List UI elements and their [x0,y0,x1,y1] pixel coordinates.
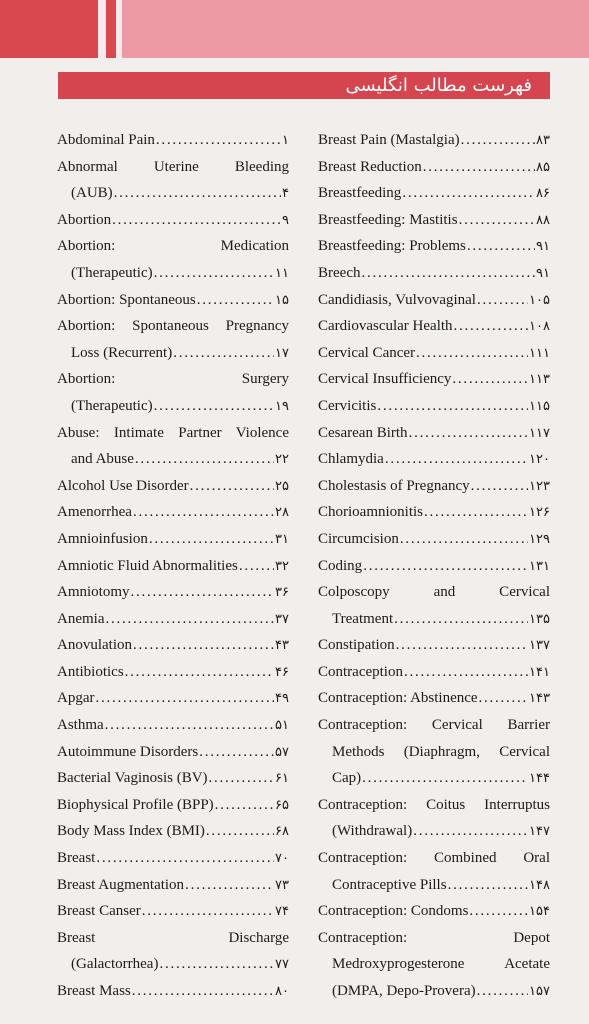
top-color-band [0,0,589,58]
toc-entry [57,420,289,473]
toc-page-number: ۱۱۷ [529,425,550,441]
toc-page-number: ۱۳۱ [529,558,550,574]
toc-page-number: ۹۱ [536,265,550,281]
toc-entry [318,579,550,632]
dot-leader [105,606,274,633]
toc-entry [57,712,289,739]
dot-leader [394,606,528,633]
dot-leader [105,712,274,739]
toc-entry-line [318,393,550,420]
toc-entry-line [57,313,289,340]
toc-page-number: ۱۰۵ [529,292,550,308]
toc-entry-title: Cap) [332,770,362,787]
toc-entry-line [57,366,289,393]
toc-entry-line [57,420,289,447]
toc-entry [318,526,550,553]
toc-entry-line [318,685,550,712]
toc-entry-title: Cervical Insufficiency [318,371,452,388]
dot-leader [471,473,528,500]
toc-entry-title: Abuse: Intimate Partner Violence [57,424,289,441]
toc-entry-title: Loss (Recurrent) [71,344,173,361]
toc-page-number: ۱۴۸ [529,877,550,893]
toc-entry [318,499,550,526]
toc-entry [318,473,550,500]
toc-entry [57,287,289,314]
toc-page-number: ۶۱ [275,771,289,787]
toc-entry-line [318,499,550,526]
toc-entry [318,260,550,287]
toc-entry [318,792,550,845]
toc-entry [318,845,550,898]
top-band-gap [98,0,106,58]
toc-page-number: ۱۲۳ [529,478,550,494]
toc-entry-title: Abortion: Spontaneous Pregnancy [57,318,289,335]
toc-entry-line [57,127,289,154]
toc-entry-title: Chlamydia [318,451,384,468]
dot-leader [402,180,535,207]
dot-leader [96,685,275,712]
toc-entry-line [57,579,289,606]
toc-entry [57,233,289,286]
toc-entry-line [57,712,289,739]
toc-page-number: ۸۸ [536,212,550,228]
toc-entry [318,685,550,712]
toc-entry-title: (Galactorrhea) [71,956,159,973]
dot-leader [133,632,274,659]
toc-entry [318,287,550,314]
page-title: فهرست مطالب انگلیسی [58,72,550,99]
toc-page-number: ۳۷ [275,611,289,627]
dot-leader [185,872,274,899]
toc-entry-title: Cervical Cancer [318,344,416,361]
toc-entry [57,659,289,686]
toc-entry-title: Candidiasis, Vulvovaginal [318,291,476,308]
toc-entry-title: Asthma [57,717,104,734]
toc-entry-title: Amniotic Fluid Abnormalities [57,557,238,574]
dot-leader [159,951,274,978]
toc-entry-line [57,739,289,766]
toc-entry-line [57,287,289,314]
toc-entry-line [57,207,289,234]
toc-entry-title: Treatment [332,610,394,627]
toc-page-number: ۳۲ [275,558,289,574]
dot-leader [479,685,529,712]
toc-left-column [57,127,289,1005]
toc-entry-title: Abortion: Surgery [57,371,289,388]
toc-entry-line [318,739,550,766]
toc-entry-line [318,978,550,1005]
toc-entry-line [57,499,289,526]
dot-leader [149,526,274,553]
toc-page-number: ۱۷ [275,345,289,361]
toc-entry [57,473,289,500]
toc-page-number: ۸۰ [275,984,289,999]
dot-leader [363,553,528,580]
toc-page-number: ۱۴۴ [529,771,550,787]
toc-page-number: ۸۳ [536,133,550,148]
toc-entry-line [318,712,550,739]
toc-page-number: ۱۹ [275,398,289,414]
toc-entry [318,925,550,1005]
dot-leader [135,446,274,473]
toc-entry-title: Contraception: Abstinence [318,690,478,707]
dot-leader [467,233,535,260]
toc-entry-title: Cholestasis of Pregnancy [318,477,470,494]
toc-page-number: ۲۵ [275,478,289,494]
toc-entry-title: Contraception: Depot [318,929,550,946]
dot-leader [215,792,274,819]
dot-leader [199,739,274,766]
dot-leader [362,765,528,792]
top-band-block [0,0,98,58]
toc-entry [57,872,289,899]
dot-leader [132,978,274,1005]
toc-entry-title: Contraception: Condoms [318,903,469,920]
toc-page-number: ۵۷ [275,744,289,760]
toc-page-number: ۱۳۷ [529,638,550,654]
toc-entry-title: Methods (Diaphragm, Cervical [332,743,550,760]
toc-entry-title: Autoimmune Disorders [57,743,199,760]
toc-page-number: ۴۹ [275,691,289,707]
toc-entry-title: Breech [318,264,361,281]
toc-page-number: ۷۴ [275,904,289,920]
toc-entry-line [318,792,550,819]
toc-page-number: ۸۶ [536,186,550,202]
toc-entry-title: Anovulation [57,637,132,654]
dot-leader [156,127,281,154]
toc-entry [57,925,289,978]
toc-entry-line [318,632,550,659]
toc-entry-line [57,446,289,473]
toc-entry-title: (DMPA, Depo-Provera) [332,983,476,999]
toc-entry-title: (Therapeutic) [71,397,153,414]
dot-leader [239,553,274,580]
toc-entry-title: Contraception [318,663,403,680]
toc-entry [57,526,289,553]
toc-page-number: ۴۳ [275,638,289,654]
toc-entry-line [318,207,550,234]
toc-entry-line [318,579,550,606]
toc-page-number: ۸۵ [536,159,550,175]
dot-leader [133,499,274,526]
toc-page-number: ۲۲ [275,452,289,468]
dot-leader [142,898,274,925]
toc-entry-line [318,553,550,580]
toc-entry-title: Contraception: Combined Oral [318,850,550,867]
toc-entry-line [318,260,550,287]
toc-page-number: ۱۱۳ [529,372,550,388]
toc-page-number: ۱۴۱ [529,664,550,680]
toc-entry [57,207,289,234]
toc-entry [318,180,550,207]
toc-entry [57,978,289,1005]
dot-leader [423,154,535,181]
toc-entry [318,366,550,393]
toc-entry-line [57,180,289,207]
toc-entry [318,632,550,659]
toc-entry-title: Apgar [57,690,95,707]
toc-page-number: ۵۱ [275,718,289,734]
dot-leader [461,127,535,154]
dot-leader [361,260,535,287]
toc-right-column [318,127,550,1005]
toc-page-number: ۲۸ [275,505,289,521]
dot-leader [409,420,528,447]
toc-entry-line [318,606,550,633]
toc-entry-line [57,951,289,978]
dot-leader [400,526,528,553]
toc-entry [318,393,550,420]
toc-entry-line [318,845,550,872]
toc-entry-line [318,951,550,978]
toc-entry-line [57,393,289,420]
top-band-light-stripe [116,0,122,58]
toc-entry-line [318,366,550,393]
toc-entry-line [318,473,550,500]
dot-leader [206,818,274,845]
dot-leader [452,366,528,393]
toc-page-number: ۱۱ [275,265,289,281]
toc-entry-title: Contraception: Cervical Barrier [318,717,550,734]
toc-entry-line [57,340,289,367]
toc-entry-title: Contraception: Coitus Interruptus [318,796,550,813]
toc-page-number: ۱۲۶ [529,505,550,521]
toc-entry-line [57,898,289,925]
dot-leader [477,978,528,1005]
toc-entry-title: Breastfeeding: Mastitis [318,211,458,228]
toc-entry-title: Anemia [57,610,105,627]
toc-entry-line [318,898,550,925]
toc-entry-line [318,925,550,952]
top-band-stripe [106,0,116,58]
toc-page-number: ۱۵ [275,292,289,308]
dot-leader [131,579,275,606]
toc-entry [57,632,289,659]
toc-entry-line [57,526,289,553]
toc-entry-title: Abortion: Medication [57,238,289,255]
toc-entry-title: Biophysical Profile (BPP) [57,796,214,813]
toc-entry-title: Amniotomy [57,584,130,601]
toc-entry-title: Contraceptive Pills [332,876,447,893]
toc-entry-title: Breast Augmentation [57,876,185,893]
toc-page-number: ۱۱۱ [529,345,550,361]
toc-entry-line [318,872,550,899]
dot-leader [96,845,274,872]
toc-entry-line [318,818,550,845]
toc-entry [57,499,289,526]
toc-entry [318,340,550,367]
toc-entry [318,313,550,340]
toc-entry-line [57,925,289,952]
toc-entry-title: Coding [318,557,363,574]
toc-entry [318,207,550,234]
toc-entry [57,765,289,792]
toc-page-number: ۱۰۸ [529,319,550,335]
toc-entry-line [318,233,550,260]
toc-entry [57,127,289,154]
toc-page-number: ۶۸ [275,824,289,840]
toc-entry-line [318,765,550,792]
toc-entry-line [318,340,550,367]
toc-entry-title: Bacterial Vaginosis (BV) [57,770,208,787]
toc-entry-line [57,233,289,260]
toc-entry-title: Abortion [57,211,112,228]
toc-entry-line [57,606,289,633]
toc-entry [318,420,550,447]
dot-leader [154,260,274,287]
toc-entry [57,898,289,925]
toc-entry-title: Amnioinfusion [57,530,148,547]
dot-leader [112,207,281,234]
toc-entry-title: (Therapeutic) [71,264,153,281]
toc-entry [318,154,550,181]
dot-leader [454,313,529,340]
toc-entry-line [57,260,289,287]
dot-leader [424,499,528,526]
toc-entry [318,659,550,686]
toc-page-number: ۹ [282,212,289,228]
toc-entry-title: Cesarean Birth [318,424,408,441]
toc-entry-line [57,792,289,819]
toc-entry-line [318,420,550,447]
toc-entry-title: and Abuse [71,451,134,468]
dot-leader [125,659,274,686]
toc-entry-line [318,287,550,314]
toc-page-number: ۷۳ [275,877,289,893]
toc-entry [57,685,289,712]
toc-entry [57,739,289,766]
toc-entry-title: Cervicitis [318,397,377,414]
dot-leader [154,393,274,420]
dot-leader [413,818,528,845]
dot-leader [173,340,274,367]
toc-entry-title: Constipation [318,637,395,654]
toc-entry-title: Cardiovascular Health [318,318,453,335]
toc-page-number: ۴ [282,186,289,202]
toc-entry-title: Medroxyprogesterone Acetate [332,956,550,973]
toc-entry [318,898,550,925]
toc-entry [318,712,550,792]
toc-entry [57,579,289,606]
toc-page-number: ۳۱ [275,531,289,547]
dot-leader [385,446,528,473]
toc-entry-title: Breast Discharge [57,929,289,946]
toc-entry-title: Colposcopy and Cervical [318,584,550,601]
toc-entry-title: Abortion: Spontaneous [57,291,196,308]
toc-page-number: ۹۱ [536,239,550,255]
toc-entry-line [318,180,550,207]
toc-page-number: ۱۴۳ [529,691,550,707]
toc-page-number: ۱۳۵ [529,611,550,627]
toc-entry-line [57,685,289,712]
toc-page-number: ۱۵۷ [529,984,550,999]
toc-entry-title: Breast Reduction [318,158,422,175]
toc-entry-line [57,154,289,181]
toc-entry [57,313,289,366]
toc-entry-title: Abdominal Pain [57,132,155,148]
toc-entry-line [57,553,289,580]
toc-entry-title: Circumcision [318,530,399,547]
toc-page-number: ۱۱۵ [529,398,550,414]
toc-page-number: ۶۵ [275,797,289,813]
toc-entry-line [318,127,550,154]
toc-entry-line [57,818,289,845]
toc-entry [318,233,550,260]
toc-entry-title: Alcohol Use Disorder [57,477,189,494]
toc-entry-title: Amenorrhea [57,504,132,521]
toc-entry-title: (Withdrawal) [332,823,413,840]
toc-entry-line [57,473,289,500]
toc-entry-line [57,872,289,899]
toc-entry-title: Breastfeeding: Problems [318,238,466,255]
toc-entry [318,127,550,154]
toc-entry [318,446,550,473]
toc-page-number: ۱۲۰ [529,452,550,468]
dot-leader [396,632,528,659]
toc-entry-line [318,526,550,553]
toc-page-number: ۷۷ [275,957,289,973]
toc-entry [57,154,289,207]
toc-entry [57,818,289,845]
toc-entry [57,553,289,580]
toc-page-number: ۷۰ [275,851,289,867]
toc-page-number: ۱۴۷ [529,824,550,840]
toc-entry-line [57,632,289,659]
toc-entry-line [57,845,289,872]
toc-entry-line [318,446,550,473]
toc-page-number: ۳۶ [275,585,289,601]
dot-leader [377,393,528,420]
dot-leader [209,765,275,792]
toc-entry [57,366,289,419]
toc-entry [57,606,289,633]
toc-entry-title: Body Mass Index (BMI) [57,823,205,840]
toc-entry-title: Abnormal Uterine Bleeding [57,158,289,175]
toc-page-number: ۴۶ [275,664,289,680]
dot-leader [404,659,528,686]
toc-entry-line [318,313,550,340]
toc-entry [57,845,289,872]
toc-entry-title: Antibiotics [57,663,124,680]
toc-entry-line [57,978,289,1005]
toc-entry-line [318,154,550,181]
toc-entry-title: (AUB) [71,185,113,202]
toc-entry-line [57,765,289,792]
toc-page-number: ۱ [282,133,289,148]
toc-entry [57,792,289,819]
toc-entry-line [318,659,550,686]
toc-entry-title: Breast Pain (Mastalgia) [318,132,460,148]
toc-entry [318,553,550,580]
toc-entry-title: Breast Mass [57,983,131,999]
dot-leader [459,207,535,234]
dot-leader [190,473,274,500]
toc-entry-title: Breast Canser [57,903,141,920]
dot-leader [197,287,274,314]
toc-page-number: ۱۲۹ [529,531,550,547]
dot-leader [448,872,528,899]
toc-entry-line [57,659,289,686]
toc-entry-title: Breastfeeding [318,185,402,202]
toc-entry-title: Chorioamnionitis [318,504,423,521]
dot-leader [416,340,528,367]
toc-entry-title: Breast [57,850,96,867]
dot-leader [477,287,528,314]
toc-page-number: ۱۵۴ [529,904,550,920]
dot-leader [469,898,528,925]
dot-leader [114,180,281,207]
